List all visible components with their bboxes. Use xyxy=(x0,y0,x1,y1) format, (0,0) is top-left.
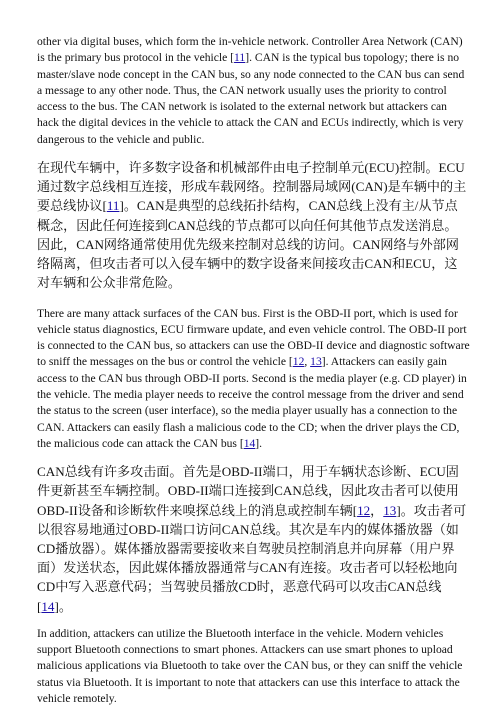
paragraph-text: CAN总线有许多攻击面。首先是OBD-II端口，用于车辆状态诊断、ECU固件更新甚至车辆控制。OBD-II端口连接到CAN总线，因此攻击者可以使用OBD-II设备和诊断软件来嗅探总线上的消息或控制车辆[ xyxy=(37,464,459,518)
paragraph-text: ]. xyxy=(255,436,263,450)
paragraph-en-2 xyxy=(37,306,470,453)
paragraph-text: ]. CAN is the typical bus topology; there is no master/slave node concept in the CAN bus, so any node connected to the CAN bus can send a message to any other node. Thus, the CAN network usually uses the priority to control access to the bus. The CAN network is isolated to the external network but attackers can hack the digital devices in the vehicle to attack the CAN and ECUs indirectly, which is very dangerous to the vehicle and public. xyxy=(37,51,465,146)
paragraph-text: 在现代车辆中，许多数字设备和机械部件由电子控制单元(ECU)控制。ECU通过数字总线相互连接，形成车载网络。控制器局域网(CAN)是车辆中的主要总线协议[ xyxy=(37,160,467,214)
paragraph-text: ]。攻击者可以很容易地通过OBD-II端口访问CAN总线。其次是车内的媒体播放器（如CD播放器）。媒体播放器需要接收来自驾驶员控制消息并向屏幕（用户界面）发送状态，因此媒体播放器通常与CAN有连接。攻击者可以轻松地向CD中写入恶意代码；当驾驶员播放CD时，恶意代码可以攻击CAN总线[ xyxy=(37,502,467,614)
paragraph-text: In addition, attackers can utilize the Bluetooth interface in the vehicle. Modern vehicles support Bluetooth connections to smart phones. Attackers can use smart phones to upload malicious applications via Bluetooth to take over the CAN bus, or they can sniff the vehicle status via Bluetooth. It is important to note that attackers can use this interface to attack the vehicle remotely. xyxy=(37,626,463,705)
paragraph-text: , xyxy=(304,355,311,369)
citation-link[interactable]: 14 xyxy=(41,598,55,614)
citation-link[interactable]: 11 xyxy=(106,198,120,214)
citation-link[interactable]: 14 xyxy=(243,436,256,450)
paragraph-text: other via digital buses, which form the in-vehicle network. Controller Area Network (CAN) is the primary bus protocol in the vehicle [ xyxy=(37,35,463,65)
paragraph-en-3 xyxy=(37,626,470,707)
paragraph-text: ]。 xyxy=(54,598,72,614)
citation-link[interactable]: 11 xyxy=(234,51,246,65)
paragraph-text: ]. Attackers can easily gain access to the CAN bus through OBD-II ports. Second is the media player (e.g. CD player) in the vehicle. The media player needs to receive the control message from the driver and send the status to the screen (user interface), so the media player usually has a connection to the CAN. Attackers can easily flash a malicious code to the CD; when the driver plays the CD, the malicious code can attack the CAN bus [ xyxy=(37,355,467,450)
paragraph-text: ]。CAN是典型的总线拓扑结构，CAN总线上没有主/从节点概念，因此任何连接到CAN总线的节点都可以向任何其他节点发送消息。因此，CAN网络通常使用优先级来控制对总线的访问。CAN网络与外部网络隔离，但攻击者可以入侵车辆中的数字设备来间接攻击CAN和ECU，这对车辆和公众非常危险。 xyxy=(37,198,459,291)
citation-link[interactable]: 13 xyxy=(383,502,397,518)
paragraph-text: ， xyxy=(370,502,384,518)
citation-link[interactable]: 12 xyxy=(292,355,305,369)
paragraph-en-1 xyxy=(37,34,470,148)
paragraph-text: There are many attack surfaces of the CAN bus. First is the OBD-II port, which is used for vehicle status diagnostics, ECU firmware update, and even vehicle control. The OBD-II port is connected to the CAN bus, so attackers can use the OBD-II device and diagnostic software to sniff the messages on the bus or control the vehicle [ xyxy=(37,306,470,369)
paragraph-zh-2 xyxy=(37,462,470,616)
citation-link[interactable]: 13 xyxy=(310,355,322,369)
citation-link[interactable]: 12 xyxy=(357,502,371,518)
paragraph-zh-1 xyxy=(37,158,470,292)
